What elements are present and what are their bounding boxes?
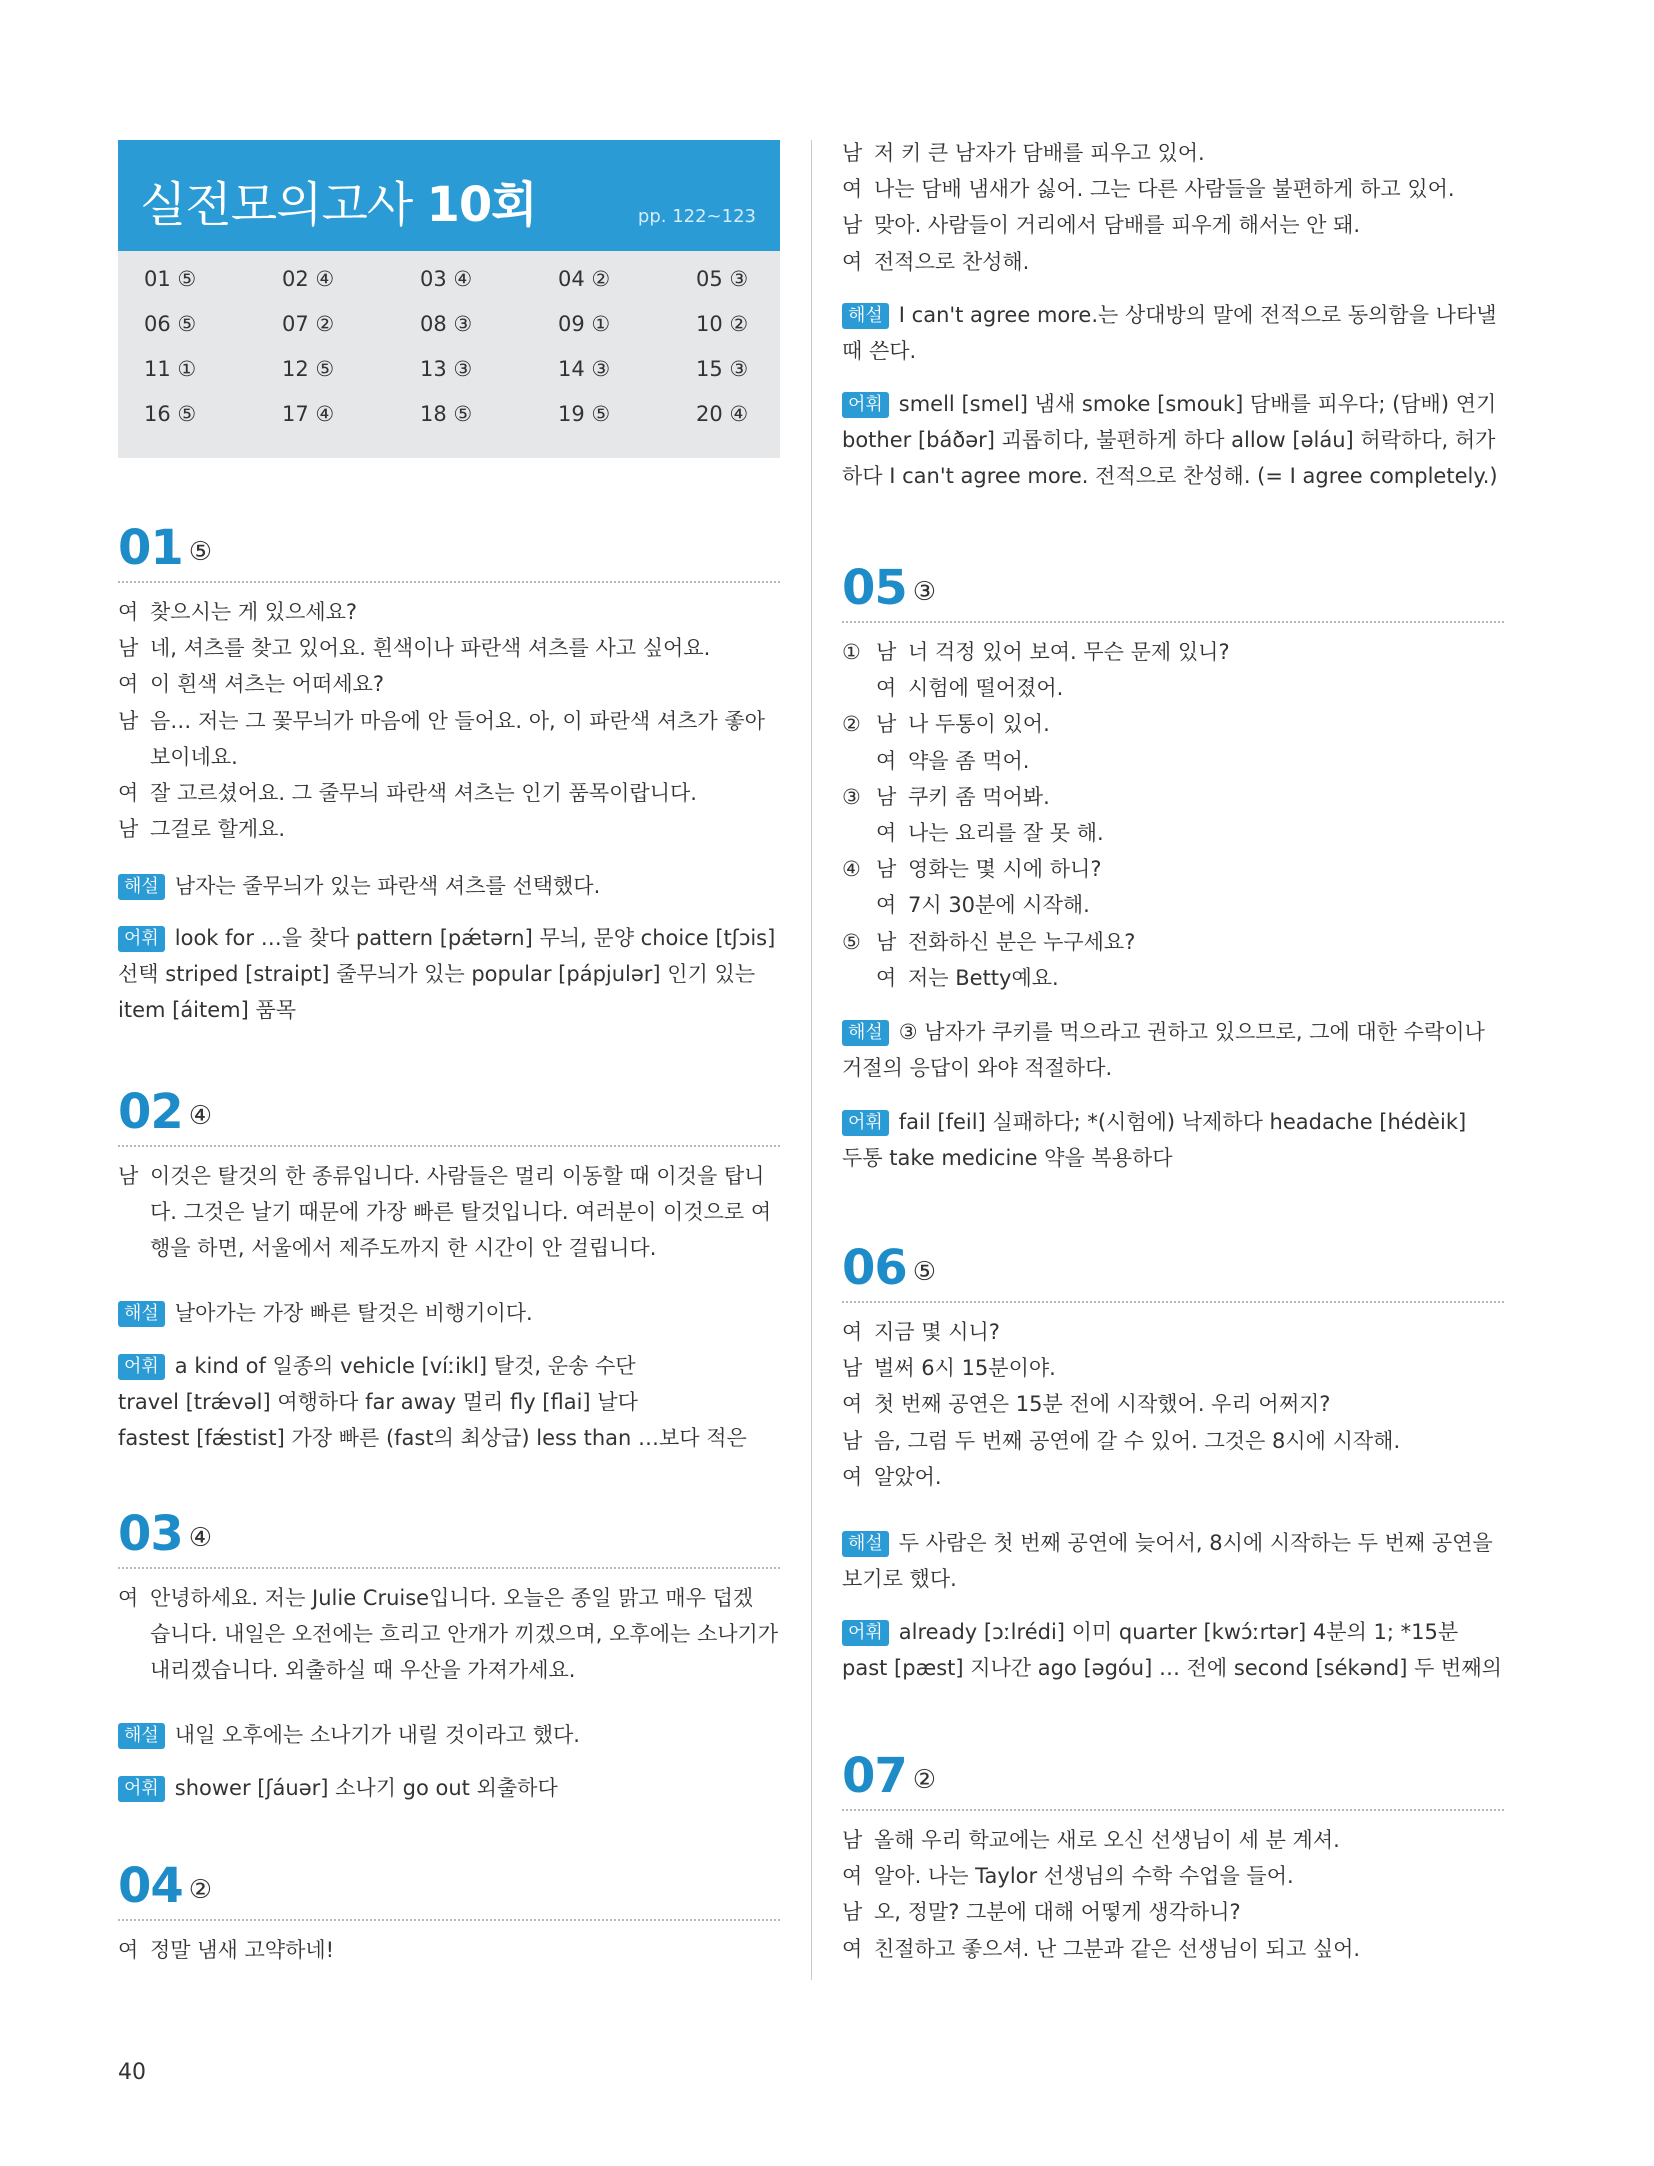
speaker-label: 남	[876, 929, 897, 954]
section-divider	[842, 1809, 1504, 1811]
question-number: 02	[118, 1084, 183, 1140]
dialogue-line	[842, 1423, 1504, 1459]
question-answer: ⑤	[912, 1257, 937, 1287]
vocabulary-line	[118, 992, 780, 1028]
question-answer: ④	[188, 1101, 213, 1131]
vocabulary-line	[118, 1770, 780, 1806]
dialogue-line	[118, 703, 780, 739]
speaker-label: 남	[118, 1164, 139, 1188]
page-number: 40	[118, 2060, 146, 2085]
answer-cell: 08 ③	[420, 312, 473, 336]
dialogue-line	[118, 1158, 780, 1194]
speaker-label: 남	[118, 817, 139, 842]
dialogue-line	[842, 1822, 1504, 1858]
vocabulary-text: a kind of 일종의 vehicle [víːikl] 탈것, 운송 수단	[174, 1354, 636, 1378]
vocabulary	[842, 386, 1504, 494]
dialogue-text: 나는 담배 냄새가 싫어. 그는 다른 사람들을 불편하게 하고 있어.	[874, 177, 1455, 202]
dialogue-text: 잘 고르셨어요. 그 줄무늬 파란색 셔츠는 인기 품목이랍니다.	[150, 781, 697, 805]
dialogue-line	[118, 739, 780, 775]
explanation-text: 남자는 줄무늬가 있는 파란색 셔츠를 선택했다.	[174, 874, 601, 898]
question-number: 03	[118, 1506, 183, 1562]
question-number: 06	[842, 1240, 907, 1296]
explanation-text: 두 사람은 첫 번째 공연에 늦어서, 8시에 시작하는 두 번째 공연을	[898, 1531, 1493, 1555]
explanation-text: I can't agree more.는 상대방의 말에 전적으로 동의함을 나타낼	[898, 303, 1497, 327]
speaker-label: 남	[876, 857, 897, 882]
speaker-label: 여	[876, 748, 897, 773]
dialogue-line	[842, 135, 1504, 171]
speaker-label: 여	[842, 1464, 863, 1489]
speaker-label: 여	[842, 1864, 863, 1889]
explanation-line	[842, 297, 1504, 333]
answer-cell: 17 ④	[282, 402, 335, 426]
choice-number: ②	[842, 712, 861, 737]
dialogue-text: 나는 요리를 잘 못 해.	[908, 821, 1104, 845]
dialogue-text: 음, 그럼 두 번째 공연에 갈 수 있어. 그것은 8시에 시작해.	[874, 1428, 1401, 1453]
answer-cell: 18 ⑤	[420, 402, 473, 426]
answer-cell: 05 ③	[696, 267, 749, 291]
choice-number: ④	[842, 857, 861, 882]
answer-cell: 06 ⑤	[144, 312, 197, 336]
title-number: 10회	[426, 177, 537, 233]
dialogue-line	[842, 634, 1504, 670]
dialogue-line	[118, 666, 780, 702]
vocabulary-line	[842, 1650, 1504, 1686]
question-answer: ②	[912, 1765, 937, 1795]
dialogue-line	[118, 811, 780, 847]
answer-cell: 14 ③	[558, 357, 611, 381]
answer-key-header	[118, 140, 780, 251]
dialogue-line	[842, 924, 1504, 960]
vocabulary-text: 선택 striped [straipt] 줄무늬가 있는 popular [pápjulər] 인기 있는	[118, 962, 756, 986]
dialogue-line	[842, 1350, 1504, 1386]
choice-number: ③	[842, 784, 861, 809]
section-heading-05	[842, 560, 1504, 616]
vocabulary-line	[118, 956, 780, 992]
explanation-line	[842, 333, 1504, 369]
vocabulary	[118, 1348, 780, 1456]
vocabulary-text: fastest [fǽstist] 가장 빠른 (fast의 최상급) less than …보다 적은	[118, 1426, 747, 1450]
dialogue-line	[842, 960, 1504, 996]
dialogue-text: 습니다. 내일은 오전에는 흐리고 안개가 끼겠으며, 오후에는 소나기가	[150, 1622, 779, 1647]
dialogue-text: 친절하고 좋으셔. 난 그분과 같은 선생님이 되고 싶어.	[874, 1936, 1361, 1961]
speaker-label: 여	[876, 821, 897, 845]
dialogue-line	[842, 743, 1504, 779]
vocabulary-line	[842, 1614, 1504, 1650]
dialogue-line	[842, 1386, 1504, 1422]
dialogue-text: 알아. 나는 Taylor 선생님의 수학 수업을 들어.	[874, 1864, 1294, 1889]
dialogue-text: 행을 하면, 서울에서 제주도까지 한 시간이 안 걸립니다.	[150, 1236, 657, 1261]
explanation	[842, 1525, 1504, 1597]
vocabulary-line	[842, 422, 1504, 458]
answer-key-title	[140, 166, 537, 235]
speaker-label: 여	[118, 1586, 139, 1610]
dialogue-text: 너 걱정 있어 보여. 무슨 문제 있니?	[908, 640, 1230, 664]
dialogue-text: 정말 냄새 고약하네!	[150, 1938, 335, 1962]
vocabulary-text: fail [feil] 실패하다; *(시험에) 낙제하다 headache [hédèik]	[898, 1110, 1467, 1134]
speaker-label: 남	[876, 784, 897, 809]
vocabulary-tag: 어휘	[842, 392, 889, 418]
dialogue-text: 그걸로 할게요.	[150, 817, 286, 842]
dialogue-text: 내리겠습니다. 외출하실 때 우산을 가져가세요.	[150, 1658, 576, 1683]
dialogue-text: 다. 그것은 날기 때문에 가장 빠른 탈것입니다. 여러분이 이것으로 여	[150, 1200, 772, 1225]
vocabulary	[842, 1614, 1504, 1686]
speaker-label: 여	[118, 781, 139, 805]
dialogue-text: 올해 우리 학교에는 새로 오신 선생님이 세 분 계셔.	[874, 1828, 1340, 1852]
vocabulary-line	[842, 1104, 1504, 1140]
answer-cell: 15 ③	[696, 357, 749, 381]
answer-cell: 07 ②	[282, 312, 335, 336]
dialogue-line	[118, 594, 780, 630]
page-range: pp. 122~123	[637, 206, 756, 227]
speaker-label: 남	[842, 1356, 863, 1381]
vocabulary-text: shower [ʃáuər] 소나기 go out 외출하다	[174, 1776, 558, 1800]
section-heading-02	[118, 1084, 780, 1140]
dialogue-line	[842, 1931, 1504, 1967]
title-prefix: 실전모의고사	[140, 177, 413, 233]
answer-cell: 12 ⑤	[282, 357, 335, 381]
question-answer: ②	[188, 1875, 213, 1905]
dialogue-line	[118, 1652, 780, 1688]
section-heading-01	[118, 520, 780, 576]
answer-cell: 01 ⑤	[144, 267, 197, 291]
vocabulary	[842, 1104, 1504, 1176]
dialogue-line	[118, 630, 780, 666]
speaker-label: 여	[842, 1392, 863, 1417]
dialogue-line	[118, 775, 780, 811]
section-divider	[842, 1301, 1504, 1303]
section-heading-06	[842, 1240, 1504, 1296]
answer-grid	[144, 269, 764, 425]
dialogue-line	[118, 1580, 780, 1616]
dialogue-line	[842, 815, 1504, 851]
vocabulary-tag: 어휘	[842, 1110, 889, 1136]
section-divider	[842, 621, 1504, 623]
section-heading-04	[118, 1858, 780, 1914]
dialogue-line	[842, 851, 1504, 887]
vocabulary-text: smell [smel] 냄새 smoke [smouk] 담배를 피우다; (담배) 연기	[898, 392, 1497, 416]
explanation-text: ③ 남자가 쿠키를 먹으라고 권하고 있으므로, 그에 대한 수락이나	[898, 1020, 1485, 1044]
vocabulary-text: travel [trǽvəl] 여행하다 far away 멀리 fly [flai] 날다	[118, 1390, 638, 1414]
dialogue-text: 찾으시는 게 있으세요?	[150, 600, 358, 624]
answer-cell: 09 ①	[558, 312, 611, 336]
vocabulary	[118, 1770, 780, 1806]
answer-key-box	[118, 140, 780, 458]
vocabulary-text: past [pæst] 지나간 ago [əgóu] … 전에 second [sékənd] 두 번째의	[842, 1656, 1502, 1680]
dialogue-text: 7시 30분에 시작해.	[908, 893, 1090, 918]
dialogue-text: 전적으로 찬성해.	[874, 249, 1030, 274]
dialogue-text: 알았어.	[874, 1464, 942, 1489]
question-number: 07	[842, 1748, 907, 1804]
explanation-tag: 해설	[118, 1301, 165, 1327]
dialogue-text: 지금 몇 시니?	[874, 1320, 1000, 1344]
explanation-line	[842, 1561, 1504, 1597]
speaker-label: 남	[118, 708, 139, 733]
vocabulary-tag: 어휘	[118, 1776, 165, 1802]
speaker-label: 여	[842, 177, 863, 202]
question-number: 04	[118, 1858, 183, 1914]
dialogue-line	[118, 1230, 780, 1266]
explanation	[118, 1295, 780, 1331]
dialogue-text: 영화는 몇 시에 하니?	[908, 857, 1102, 882]
speaker-label: 남	[842, 213, 863, 238]
dialogue-line	[842, 1858, 1504, 1894]
dialogue-text: 오, 정말? 그분에 대해 어떻게 생각하니?	[874, 1900, 1241, 1925]
dialogue-text: 보이네요.	[150, 744, 238, 769]
vocabulary-line	[842, 458, 1504, 494]
explanation	[842, 1014, 1504, 1086]
dialogue-line	[842, 1314, 1504, 1350]
dialogue-text: 전화하신 분은 누구세요?	[908, 929, 1136, 954]
explanation-text: 때 쓴다.	[842, 339, 917, 363]
dialogue-line	[842, 244, 1504, 280]
vocabulary-text: 하다 I can't agree more. 전적으로 찬성해. (= I agree completely.)	[842, 464, 1498, 488]
explanation-text: 보기로 했다.	[842, 1567, 957, 1591]
speaker-label: 여	[842, 1320, 863, 1344]
explanation	[842, 297, 1504, 369]
explanation-line	[118, 1717, 780, 1753]
vocabulary-line	[118, 1348, 780, 1384]
dialogue-text: 저 키 큰 남자가 담배를 피우고 있어.	[874, 141, 1205, 165]
question-number: 01	[118, 520, 183, 576]
explanation-tag: 해설	[842, 1531, 889, 1557]
question-number: 05	[842, 560, 907, 616]
explanation	[118, 1717, 780, 1753]
answer-cell: 03 ④	[420, 267, 473, 291]
dialogue-line	[118, 1194, 780, 1230]
dialogue-text: 맞아. 사람들이 거리에서 담배를 피우게 해서는 안 돼.	[874, 213, 1361, 238]
vocabulary-text: item [áitem] 품목	[118, 998, 297, 1022]
dialogue-line	[842, 887, 1504, 923]
explanation	[118, 868, 780, 904]
section-divider	[118, 1919, 780, 1921]
speaker-label: 여	[876, 965, 897, 990]
answer-cell: 11 ①	[144, 357, 197, 381]
explanation-text: 거절의 응답이 와야 적절하다.	[842, 1056, 1113, 1080]
dialogue-line	[842, 1894, 1504, 1930]
vocabulary-text: 두통 take medicine 약을 복용하다	[842, 1146, 1173, 1170]
explanation-line	[118, 1295, 780, 1331]
dialogue-line	[842, 670, 1504, 706]
choice-number: ⑤	[842, 929, 861, 954]
dialogue-line	[842, 779, 1504, 815]
speaker-label: 여	[118, 600, 139, 624]
dialogue-text: 안녕하세요. 저는 Julie Cruise입니다. 오늘은 종일 맑고 매우 덥겠	[150, 1586, 754, 1610]
speaker-label: 여	[876, 676, 897, 701]
dialogue-line	[842, 1459, 1504, 1495]
vocabulary	[118, 920, 780, 1028]
explanation-tag: 해설	[118, 1723, 165, 1749]
speaker-label: 남	[118, 636, 139, 661]
explanation-line	[842, 1525, 1504, 1561]
question-answer: ④	[188, 1523, 213, 1553]
speaker-label: 남	[842, 1900, 863, 1925]
dialogue-line	[118, 1616, 780, 1652]
speaker-label: 남	[876, 712, 897, 737]
answer-cell: 04 ②	[558, 267, 611, 291]
dialogue-line	[118, 1932, 780, 1968]
dialogue-text: 벌써 6시 15분이야.	[874, 1356, 1056, 1381]
dialogue-text: 음… 저는 그 꽃무늬가 마음에 안 들어요. 아, 이 파란색 셔츠가 좋아	[150, 708, 765, 733]
vocabulary-text: look for …을 찾다 pattern [pǽtərn] 무늬, 문양 choice [tʃɔis]	[174, 926, 776, 950]
speaker-label: 여	[118, 1938, 139, 1962]
vocabulary-line	[118, 920, 780, 956]
explanation-text: 날아가는 가장 빠른 탈것은 비행기이다.	[174, 1301, 533, 1325]
answer-cell: 10 ②	[696, 312, 749, 336]
speaker-label: 남	[876, 640, 897, 664]
section-divider	[118, 1567, 780, 1569]
explanation-tag: 해설	[842, 303, 889, 329]
explanation-text: 내일 오후에는 소나기가 내릴 것이라고 했다.	[174, 1723, 580, 1747]
dialogue-text: 첫 번째 공연은 15분 전에 시작했어. 우리 어쩌지?	[874, 1392, 1331, 1417]
question-answer: ③	[912, 577, 937, 607]
answer-cell: 13 ③	[420, 357, 473, 381]
choice-number: ①	[842, 640, 861, 664]
speaker-label: 여	[842, 1936, 863, 1961]
speaker-label: 남	[842, 1428, 863, 1453]
answer-cell: 19 ⑤	[558, 402, 611, 426]
dialogue-text: 저는 Betty예요.	[908, 965, 1059, 990]
vocabulary-line	[842, 1140, 1504, 1176]
answer-cell: 02 ④	[282, 267, 335, 291]
speaker-label: 남	[842, 141, 863, 165]
dialogue-text: 시험에 떨어졌어.	[908, 676, 1064, 701]
vocabulary-line	[118, 1384, 780, 1420]
speaker-label: 여	[842, 249, 863, 274]
vocabulary-line	[842, 386, 1504, 422]
explanation-tag: 해설	[118, 874, 165, 900]
speaker-label: 여	[118, 672, 139, 697]
dialogue-text: 네, 셔츠를 찾고 있어요. 흰색이나 파란색 셔츠를 사고 싶어요.	[150, 636, 711, 661]
dialogue-line	[842, 207, 1504, 243]
dialogue-text: 쿠키 좀 먹어봐.	[908, 784, 1050, 809]
explanation-line	[118, 868, 780, 904]
explanation-tag: 해설	[842, 1020, 889, 1046]
section-divider	[118, 1145, 780, 1147]
answer-cell: 20 ④	[696, 402, 749, 426]
explanation-line	[842, 1014, 1504, 1050]
speaker-label: 여	[876, 893, 897, 918]
dialogue-text: 이것은 탈것의 한 종류입니다. 사람들은 멀리 이동할 때 이것을 탑니	[150, 1164, 765, 1188]
vocabulary-line	[118, 1420, 780, 1456]
dialogue-line	[842, 171, 1504, 207]
dialogue-text: 나 두통이 있어.	[908, 712, 1050, 737]
vocabulary-text: bother [báðər] 괴롭히다, 불편하게 하다 allow [əláu] 허락하다, 허가	[842, 428, 1496, 452]
section-divider	[118, 581, 780, 583]
answer-cell: 16 ⑤	[144, 402, 197, 426]
vocabulary-tag: 어휘	[118, 1354, 165, 1380]
section-heading-07	[842, 1748, 1504, 1804]
section-heading-03	[118, 1506, 780, 1562]
vocabulary-text: already [ɔːlrédi] 이미 quarter [kwɔ́ːrtər] 4분의 1; *15분	[898, 1620, 1459, 1644]
question-answer: ⑤	[188, 537, 213, 567]
vocabulary-tag: 어휘	[118, 926, 165, 952]
vocabulary-tag: 어휘	[842, 1620, 889, 1646]
dialogue-line	[842, 706, 1504, 742]
dialogue-text: 약을 좀 먹어.	[908, 748, 1030, 773]
explanation-line	[842, 1050, 1504, 1086]
speaker-label: 남	[842, 1828, 863, 1852]
dialogue-text: 이 흰색 셔츠는 어떠세요?	[150, 672, 385, 697]
